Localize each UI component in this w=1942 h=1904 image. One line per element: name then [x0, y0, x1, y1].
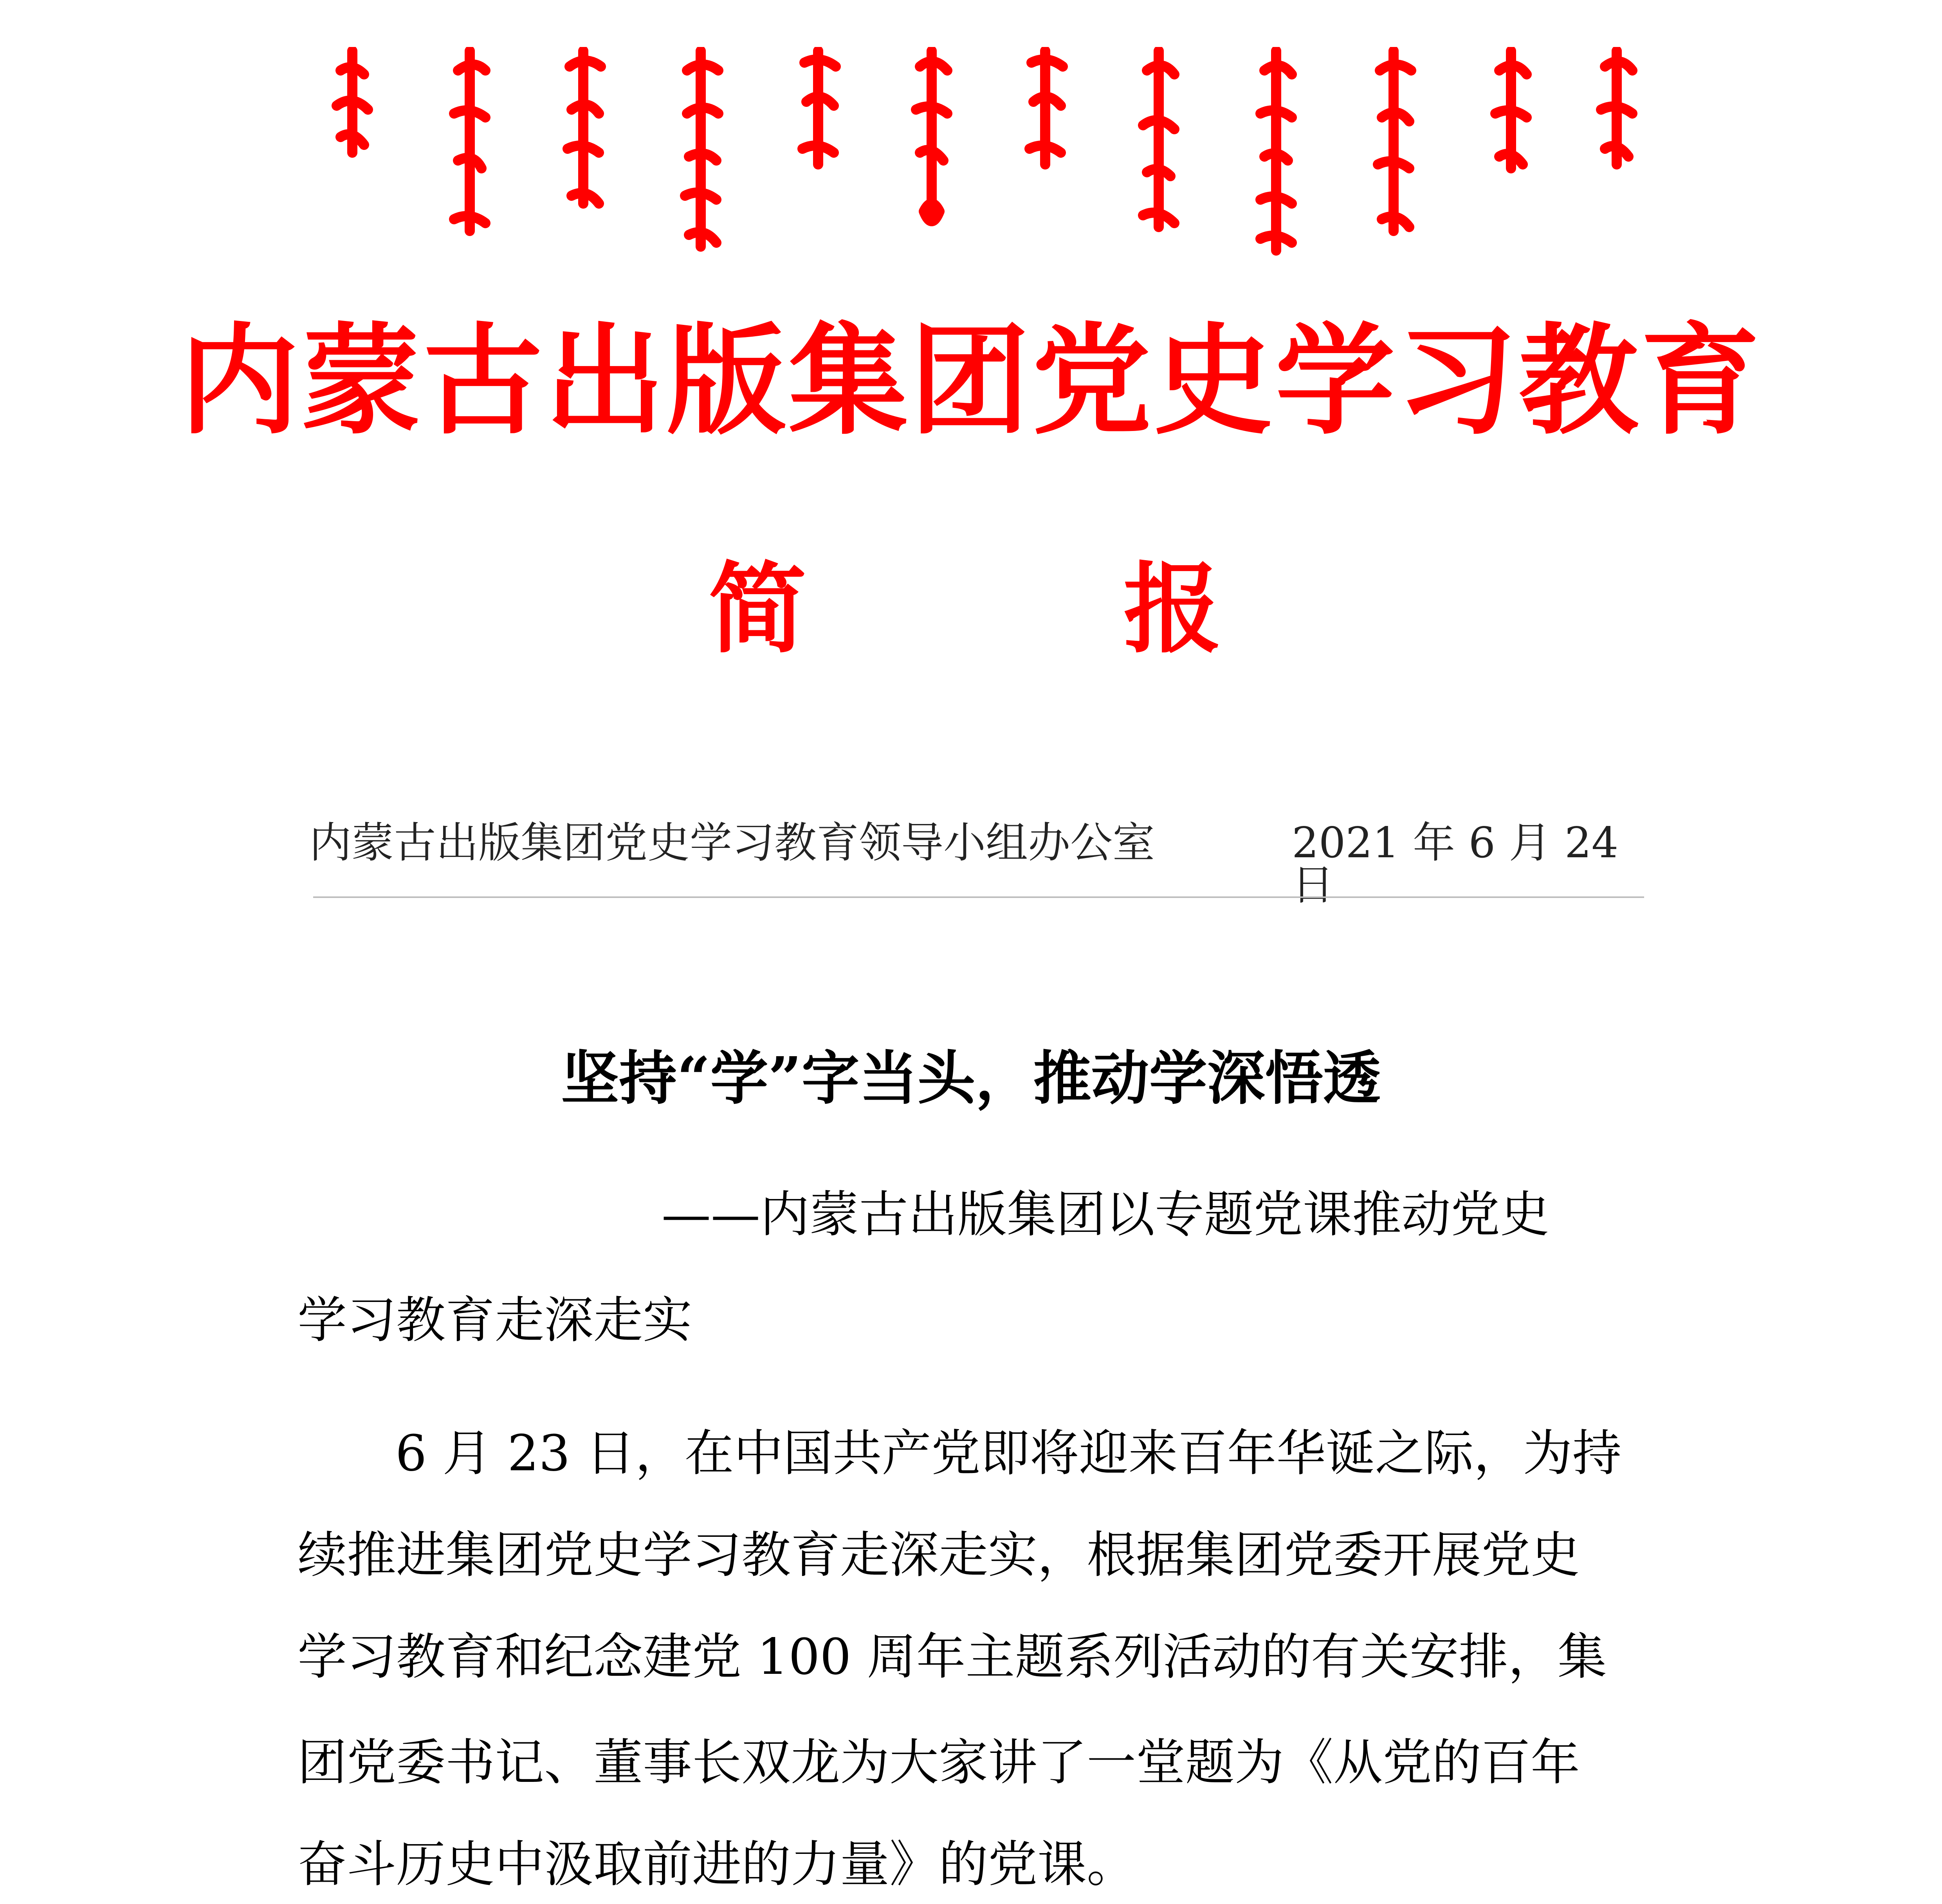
body-line-1: 6 月 23 日，在中国共产党即将迎来百年华诞之际，为持 — [395, 1424, 1622, 1482]
issue-date: 2021 年 6 月 24 日 — [1292, 819, 1619, 910]
issuer-line — [309, 819, 1640, 910]
body-line-2: 续推进集团党史学习教育走深走实，根据集团党委开展党史 — [298, 1526, 1580, 1584]
issuing-office: 内蒙古出版集团党史学习教育领导小组办公室 — [309, 819, 1155, 867]
mongolian-script-banner — [305, 47, 1660, 266]
header-divider — [313, 896, 1644, 898]
bulletin-subtitle-left: 简 — [709, 551, 806, 666]
body-line-3: 学习教育和纪念建党 100 周年主题系列活动的有关安排，集 — [298, 1628, 1607, 1686]
article-byline-line1: ——内蒙古出版集团以专题党课推动党史 — [662, 1186, 1549, 1243]
article-byline-line2: 学习教育走深走实 — [298, 1291, 692, 1349]
article-headline: 坚持“学”字当头，推动学深悟透 — [561, 1044, 1381, 1112]
body-line-4: 团党委书记、董事长双龙为大家讲了一堂题为《从党的百年 — [298, 1734, 1580, 1791]
bulletin-subtitle-right: 报 — [1123, 551, 1221, 666]
body-line-5: 奋斗历史中汲取前进的力量》的党课。 — [298, 1835, 1136, 1893]
mongolian-script-icon — [305, 47, 1660, 266]
bulletin-title: 内蒙古出版集团党史学习教育 — [180, 310, 1762, 451]
